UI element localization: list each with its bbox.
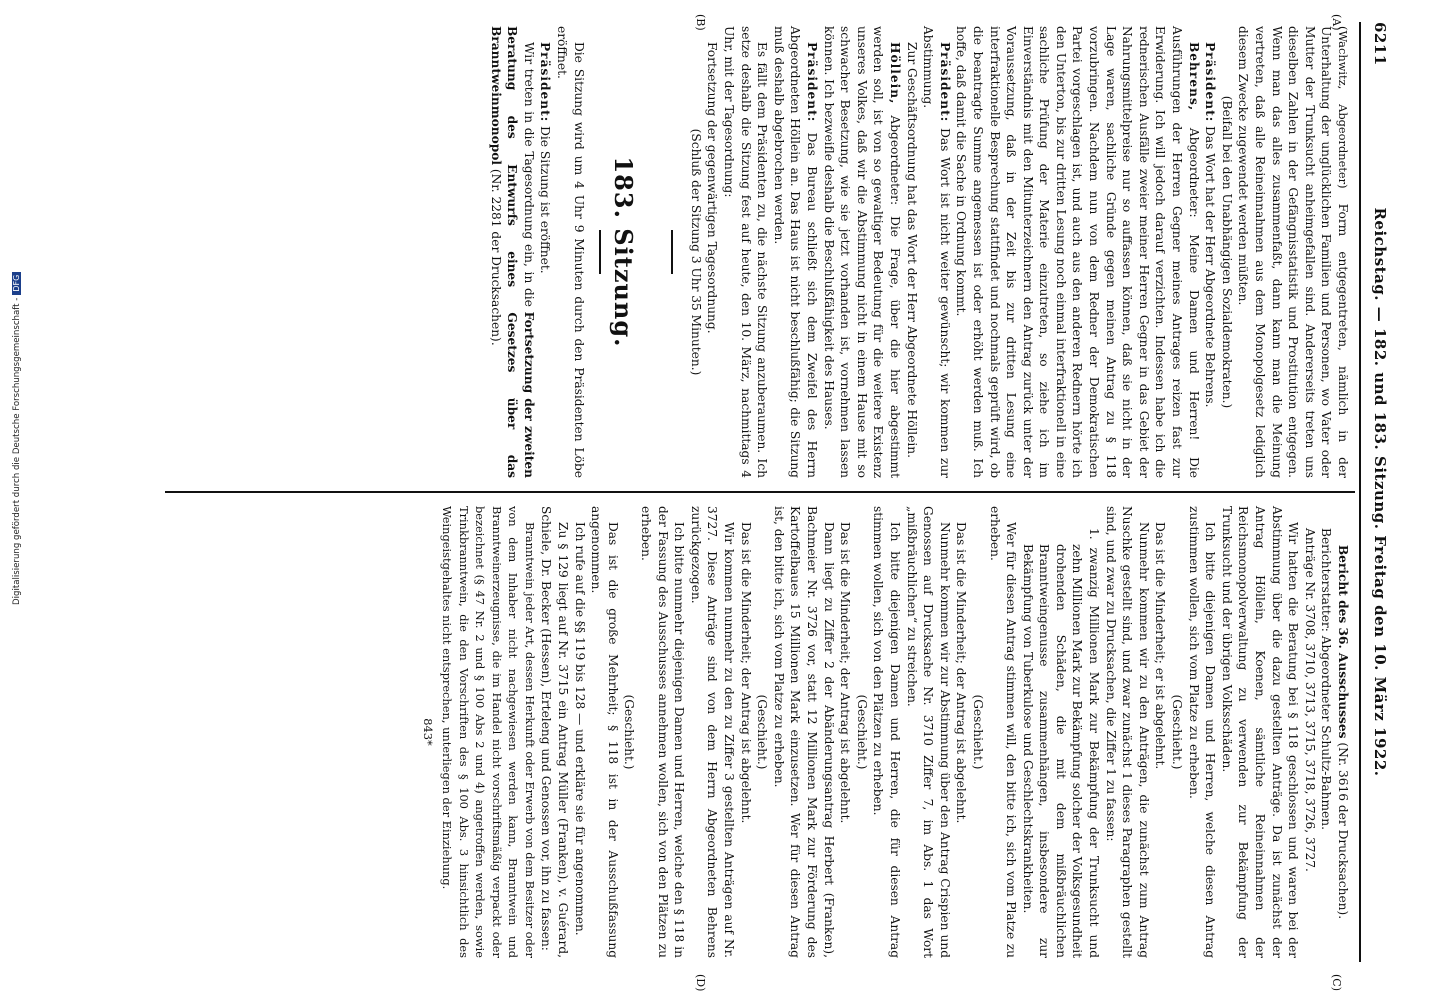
paragraph: Das ist die große Mehrheit; § 118 ist in der Ausschußfassung angenommen.: [589, 506, 620, 958]
paragraph: Präsident: Das Bureau schließt sich dem Zweifel des Herrn Abgeordneten Höllein an. Das Haus ist nicht beschlußfähig; die Sitzung muß deshalb abgebrochen werden.: [771, 26, 819, 478]
list-item: 1. zwanzig Millionen Mark zur Bekämpfung der Trunksucht und zehn Millionen Mark zur Bekämpfung solcher der Volksgesundheit drohenden Schäden, die mit dem mißbräuchlichen Branntweingenusse zusammenhängen, insbesondere zur Bekämpfung von Tuberkulose und Geschlechtskrankheiten.: [1020, 528, 1102, 958]
paragraph: Dann liegt zu Ziffer 2 der Abänderungsantrag Herbert (Franken), Bachmeier Nr. 3726 vor, statt 12 Millionen Mark zur Förderung des Kartoffelbaues 15 Millionen Mark einzusetzen. Wer für diesen Antrag ist, den bitte ich, sich vom Platze zu erheben.: [771, 506, 836, 958]
stage-direction: (Geschieht.): [970, 694, 985, 770]
paragraph: Das ist die Minderheit; der Antrag ist abgelehnt.: [954, 522, 969, 824]
stage-direction: (Geschieht.): [1170, 694, 1185, 770]
quoted-text: Branntwein jeder Art, dessen Herkunft oder Erwerb von dem Besitzer oder von dem Inhaber nicht nachgewiesen werden kann, Branntwein und Branntweinerzeugnisse, die im Handel nicht vorschriftsmäßig verpackt oder bezeichnet (§ 47 Nr. 2 und § 100 Abs 2 und 4) angetroffen werden, sowie Trinkbranntwein, die den Vorschriften des § 100 Abs. 3 hinsichtlich des Weingeistgehaltes nicht entsprechen, unterliegen der Einziehung.: [439, 506, 537, 958]
document-page: [0, 14, 1395, 992]
rapporteur-line: Berichterstatter: Abgeordneter Schultz-Bahmen.: [1319, 528, 1334, 830]
header-rule: [1359, 22, 1361, 962]
agenda-item: Fortsetzung der gegenwärtigen Tagesordnung.: [705, 42, 720, 334]
margin-mark-c: (C): [1330, 974, 1343, 991]
committee-report-heading: Bericht des 36. Ausschusses (Nr. 3616 der Drucksachen).: [1336, 544, 1350, 920]
paragraph: Behrens, Abgeordneter: Meine Damen und Herren! Die Ausführungen der Herren Gegner meines Antrages reizen fast zur Erwiderung. Ich will jedoch darauf verzichten. Indessen habe ich die rednerischen Ausfälle zweier meiner Herren Gegner in das Gebiet der Nahrungsmittelpreise nur so auffassen können, daß sie nicht in der Lage waren, sachliche Gründe gegen meinen Antrag zu § 118 vorzubringen. Nachdem nun von dem Redner der Demokratischen Partei vorgeschlagen ist, und auch aus den anderen Rednern hörte ich den Unterton, bis zur dritten Lesung noch einmal interfraktionell in eine sachliche Prüfung der Materie einzutreten, so ziehe ich im Einverständnis mit den Mitunterzeichnern den Antrag zurück unter der Voraussetzung, daß in der Zeit bis zur dritten Lesung eine interfraktionelle Besprechung stattfindet und nochmals geprüft wird, ob die beantragte Summe angemessen ist oder erhöht werden muß. Ich hoffe, daß damit die Sache in Ordnung kommt.: [954, 26, 1201, 479]
margin-mark-d: (D): [694, 974, 707, 992]
dfg-logo: DFG: [12, 272, 21, 295]
paragraph: Höllein, Abgeordneter: Die Frage, über die hier abgestimmt werden soll, ist von so gewaltiger Bedeutung für die weitere Existenz unseres Volkes, daß wir die Abstimmung nicht in einem Hause mit so schwacher Besetzung, wie sie jetzt vorhanden ist, vornehmen lassen können. Ich bezweifle deshalb die Beschlußfähigkeit des Hauses.: [821, 26, 902, 479]
paragraph: Ich bitte diejenigen Damen und Herren, welche diesen Antrag zustimmen wollen, sich vom Platze zu erheben.: [1186, 506, 1218, 958]
paragraph: Ich bitte diejenigen Damen und Herren, die für diesen Antrag stimmen wollen, sich von den Plätzen zu erheben.: [871, 506, 902, 958]
left-column: [487, 26, 1351, 478]
paragraph: Zur Geschäftsordnung hat das Wort der Herr Abgeordnete Höllein.: [904, 42, 919, 459]
margin-mark-a: (A): [1330, 14, 1343, 31]
paragraph: Präsident: Die Sitzung ist eröffnet.: [538, 42, 553, 274]
session-title: 183. Sitzung.: [609, 156, 639, 348]
paragraph: Wir treten in die Tagesordnung ein, in die Fortsetzung der zweiten Beratung des Entwurfs eines Gesetzes über das Branntweinmonopol (Nr. 2281 der Drucksachen).: [488, 26, 536, 478]
digitization-credit: [12, 272, 22, 605]
paragraph: Es fällt dem Präsidenten zu, die nächste Sitzung anzuberaumen. Ich setze deshalb die Sitzung fest auf heute, den 10. März, nachmittags 4 Uhr, mit der Tagesordnung:: [722, 26, 770, 478]
page-signature: 843*: [421, 718, 436, 746]
stage-direction: (Geschieht.): [755, 694, 770, 770]
paragraph: Wir kommen nunmehr zu den zu Ziffer 3 gestellten Anträgen auf Nr. 3727. Diese Anträge sind von dem Herrn Abgeordneten Behrens zurückgezogen.: [688, 506, 737, 958]
paragraph: Zu § 129 liegt auf Nr. 3715 ein Antrag Müller (Franken), v. Guérard, Schiele, Dr. Becker (Hessen), Erteleng und Genossen vor, ihn zu fassen:: [539, 506, 571, 958]
page-header: [1361, 22, 1395, 962]
paragraph: Die Sitzung wird um 4 Uhr 9 Minuten durch den Präsidenten Löbe eröffnet.: [555, 26, 586, 478]
paragraph: Präsident: Das Wort ist nicht weiter gewünscht; wir kommen zur Abstimmung.: [921, 26, 952, 479]
section-rule: [599, 230, 601, 274]
stage-direction: (Beifall bei den Unabhängigen Sozialdemokraten.): [1219, 95, 1234, 409]
paragraph: Wer für diesen Antrag stimmen will, den bitte ich, sich vom Platze zu erheben.: [987, 506, 1019, 958]
motions-list: Anträge Nr. 3708, 3710, 3713, 3715, 3718, 3726, 3727.: [1302, 528, 1317, 872]
paragraph: Präsident: Das Wort hat der Herr Abgeordnete Behrens.: [1203, 42, 1218, 408]
stage-direction: (Geschieht.): [622, 694, 637, 770]
paragraph: Das ist die Minderheit; er ist abgelehnt.: [1153, 522, 1168, 770]
paragraph: Wir hatten die Beratung bei § 118 geschlossen und waren bei der Abstimmung über die dazu gestellten Anträge. Da ist zunächst der Antrag Höllein, Koenen, sämtliche Reineinnahmen der Reichsmonopolverwaltung zu verwenden zur Bekämpfung der Trunksucht und der übrigen Volksschäden.: [1219, 506, 1301, 958]
section-rule: [671, 230, 673, 274]
paragraph: Nunmehr kommen wir zur Abstimmung über den Antrag Crispien und Genossen auf Drucksache Nr. 3710 Ziffer 7, im Abs. 1 das Wort „mißbräuchlichen“ zu streichen.: [904, 506, 952, 958]
paragraph: (Wachwitz, Abgeordneter) Form entgegentreten, nämlich in der Unterhaltung der unglücklichen Familien und Personen, wo Vater oder Mutter der Trunksucht anheimgefallen sind. Andererseits treten uns dieselben Zahlen in der Gefängnisstatistik und Prostitution entgegen. Wenn man das alles zusammenfaßt, dann kann man die Meinung vertreten, daß alle Reineinnahmen aus dem Monopolgesetz lediglich diesem Zwecke zugewendet werden müßten.: [1236, 26, 1350, 479]
stage-direction: (Geschieht.): [854, 694, 869, 770]
running-title: Reichstag. — 182. und 183. Sitzung. Freitag den 10. März 1922.: [1371, 207, 1389, 777]
column-divider: [165, 491, 1355, 493]
session-close-note: (Schluß der Sitzung 3 Uhr 35 Minuten.): [688, 128, 703, 376]
paragraph: Das ist die Minderheit; der Antrag ist abgelehnt.: [838, 522, 853, 824]
paragraph: Nunmehr kommen wir zu den Anträgen, die zunächst zum Antrag Nuschke gestellt sind, und zwar zunächst 1 dieses Paragraphen gestellt sind, und zwar zu Drucksachen, die Ziffer 1 zu fassen:: [1103, 506, 1151, 958]
right-column: [420, 506, 1351, 958]
paragraph: Ich bitte nunmehr diejenigen Damen und Herren, welche den § 118 in der Fassung des Ausschusses annehmen wollen, sich von den Plätzen zu erheben.: [639, 506, 687, 958]
credit-text: Digitalisierung gefördert durch die Deutsche Forschungsgemeinschaft -: [12, 297, 22, 605]
margin-mark-b: (B): [694, 14, 707, 31]
paragraph: Das ist die Minderheit; der Antrag ist abgelehnt.: [738, 522, 753, 824]
paragraph: Ich rufe auf die §§ 119 bis 128 — und erkläre sie für angenommen.: [572, 522, 587, 936]
page-number: 6211: [1371, 22, 1389, 66]
